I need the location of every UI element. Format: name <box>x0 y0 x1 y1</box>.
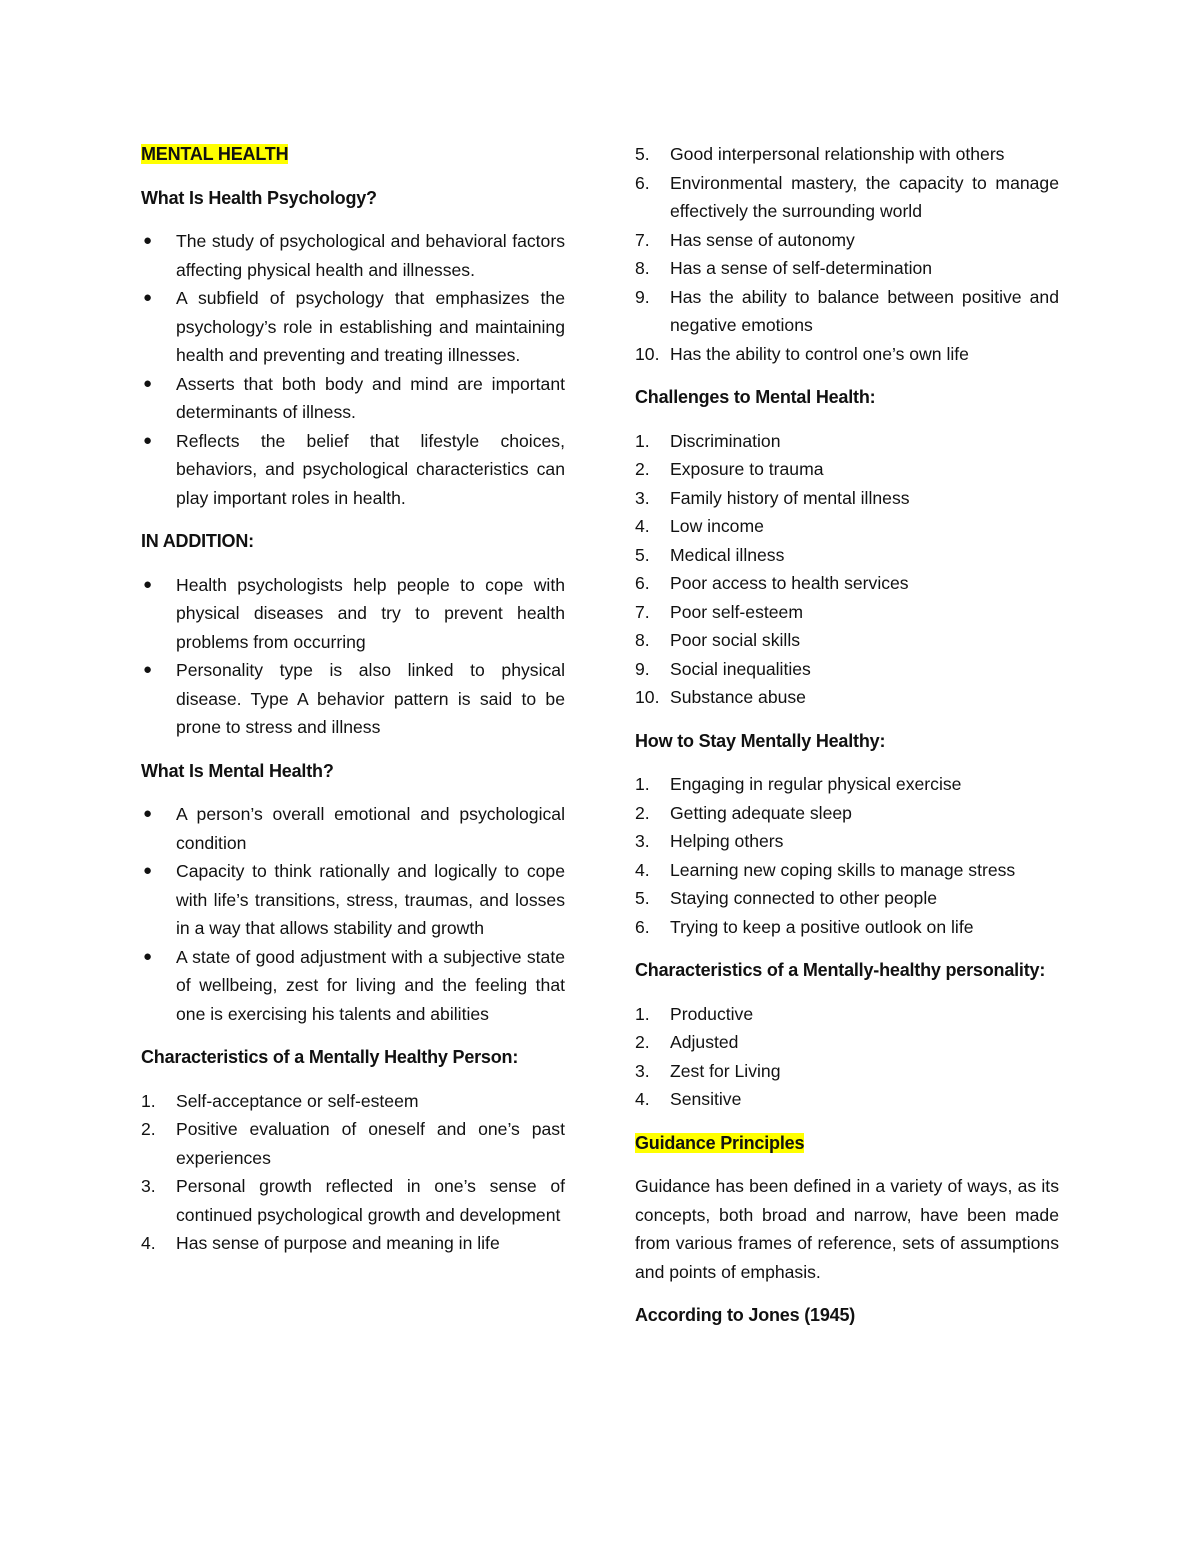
bullet-icon: ● <box>143 947 153 965</box>
list-item: 6. Poor access to health services <box>635 573 909 593</box>
bullet-icon: ● <box>143 431 153 449</box>
list-item: 9. Social inequalities <box>635 658 811 679</box>
list-item: 8. Poor social skills <box>635 630 801 650</box>
heading-stay-healthy: How to Stay Mentally Healthy: <box>635 730 886 751</box>
left-column <box>141 140 565 1258</box>
list-item: 6. Trying to keep a positive outlook on life <box>635 916 974 937</box>
list-item: 5. Medical illness <box>635 544 785 565</box>
list-item: ● Asserts that both body and mind are important determinants of illness. <box>141 370 565 427</box>
characteristics-list <box>141 1087 565 1258</box>
bullet-icon: ● <box>143 374 153 392</box>
right-column <box>635 140 1059 1330</box>
bullet-icon: ● <box>143 862 153 879</box>
list-item: 2. Adjusted <box>635 1032 739 1052</box>
guidance-paragraph: Guidance has been defined in a variety of ways, as its concepts, both broad and narrow, have been made from various frames of reference, sets of assumptions and points of emphasis. <box>635 1176 1059 1282</box>
list-item: 7. Poor self-esteem <box>635 601 803 622</box>
list-item: ● A person’s overall emotional and psychological condition <box>141 800 565 857</box>
list-item: ● Personality type is also linked to physical disease. Type A behavior pattern is said to be prone to stress and illness <box>141 656 565 742</box>
characteristics-list-continued <box>635 140 1059 368</box>
health-psychology-list <box>141 227 565 512</box>
bullet-icon: ● <box>143 661 153 678</box>
list-item: 4. Learning new coping skills to manage stress <box>635 859 1016 880</box>
list-item: 1. Discrimination <box>635 430 781 451</box>
heading-guidance <box>635 1129 1059 1158</box>
heading-mental-health: What Is Mental Health? <box>141 760 334 781</box>
list-item: 10. Substance abuse <box>635 687 806 707</box>
list-item: 3. Helping others <box>635 831 784 851</box>
list-item: ● Reflects the belief that lifestyle choices, behaviors, and psychological characteristics can play important roles in health. <box>141 427 565 513</box>
list-item: 4. Sensitive <box>635 1089 742 1109</box>
list-item: 2. Getting adequate sleep <box>635 802 852 823</box>
list-item: 5. Staying connected to other people <box>635 888 938 908</box>
list-item: 3. Family history of mental illness <box>635 487 910 508</box>
list-item: ● Capacity to think rationally and logically to cope with life’s transitions, stress, traumas, and losses in a way that allows stability and growth <box>141 857 565 943</box>
list-item: 3. Zest for Living <box>635 1060 781 1081</box>
document-title <box>141 140 565 169</box>
list-item: 1. Engaging in regular physical exercise <box>635 774 962 794</box>
list-item: ● A state of good adjustment with a subjective state of wellbeing, zest for living and the feeling that one is exercising his talents and abilities <box>141 943 565 1029</box>
bullet-icon: ● <box>143 805 153 822</box>
list-item: ● A subfield of psychology that emphasizes the psychology’s role in establishing and maintaining health and preventing and treating illnesses. <box>141 284 565 370</box>
stay-healthy-list <box>635 770 1059 941</box>
bullet-icon: ● <box>143 575 153 593</box>
list-item: 9. Has the ability to balance between positive and negative emotions <box>635 286 1059 335</box>
personality-list <box>635 1000 1059 1114</box>
heading-characteristics: Characteristics of a Mentally Healthy Person: <box>141 1047 519 1067</box>
title-highlight: MENTAL HEALTH <box>141 144 289 164</box>
list-item: 7. Has sense of autonomy <box>635 229 855 250</box>
list-item: 2. Exposure to trauma <box>635 459 824 479</box>
list-item: 2. Positive evaluation of oneself and one’s past experiences <box>141 1119 565 1168</box>
heading-personality: Characteristics of a Mentally-healthy personality: <box>635 960 1046 980</box>
bullet-icon: ● <box>143 232 153 249</box>
list-item: 5. Good interpersonal relationship with others <box>635 144 1005 164</box>
list-item: ● The study of psychological and behavioral factors affecting physical health and illnesses. <box>141 227 565 284</box>
heading-jones: According to Jones (1945) <box>635 1305 856 1325</box>
challenges-list <box>635 427 1059 712</box>
in-addition-list <box>141 571 565 742</box>
list-item: 3. Personal growth reflected in one’s sense of continued psychological growth and development <box>141 1176 565 1225</box>
list-item: ● Health psychologists help people to cope with physical diseases and try to prevent health problems from occurring <box>141 571 565 657</box>
list-item: 6. Environmental mastery, the capacity to manage effectively the surrounding world <box>635 172 1059 221</box>
list-item: 4. Has sense of purpose and meaning in life <box>141 1233 500 1253</box>
bullet-icon: ● <box>143 289 153 306</box>
mental-health-list <box>141 800 565 1028</box>
heading-in-addition: IN ADDITION: <box>141 531 254 551</box>
list-item: 1. Productive <box>635 1003 754 1024</box>
list-item: 1. Self-acceptance or self-esteem <box>141 1090 419 1111</box>
heading-challenges: Challenges to Mental Health: <box>635 387 876 407</box>
guidance-highlight: Guidance Principles <box>635 1132 805 1153</box>
list-item: 8. Has a sense of self-determination <box>635 258 933 278</box>
list-item: 4. Low income <box>635 516 764 536</box>
heading-health-psychology: What Is Health Psychology? <box>141 187 377 208</box>
list-item: 10. Has the ability to control one’s own life <box>635 343 969 364</box>
